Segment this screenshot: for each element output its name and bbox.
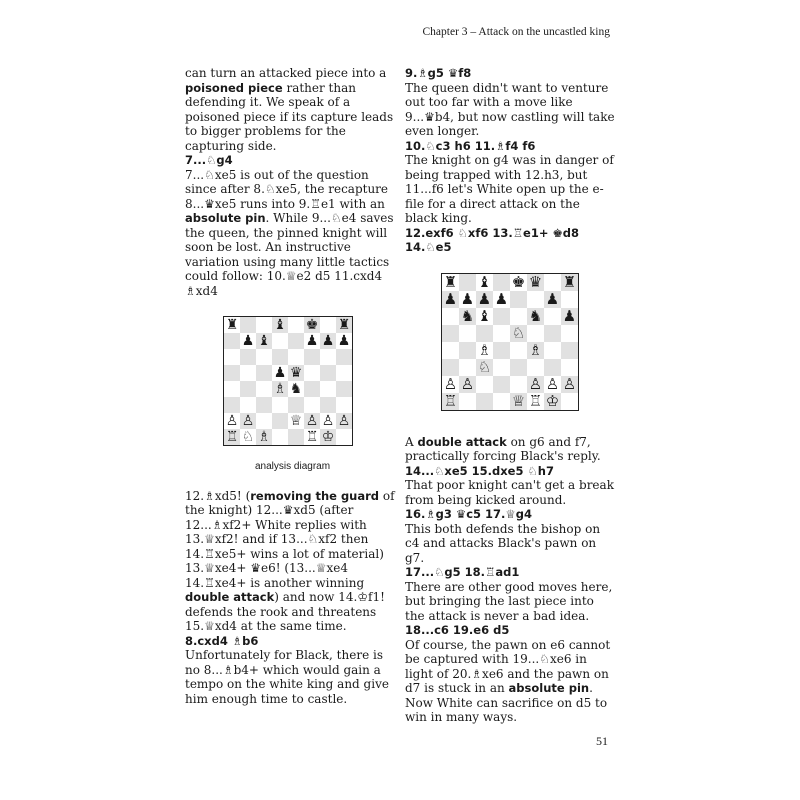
board-square [336,349,352,365]
board-square [561,291,578,308]
board-square [544,359,561,376]
board-square [224,349,240,365]
board-square [272,349,288,365]
board-square [442,308,459,325]
board-square [544,274,561,291]
board-square [493,342,510,359]
main-diagram [405,273,615,411]
board-square [256,381,272,397]
chess-piece-icon: ♟ [337,333,351,349]
chess-piece-icon: ♖ [443,391,458,410]
board-square [459,393,476,410]
chess-piece-icon: ♙ [225,413,239,429]
move-line: 16.♗g3 ♛c5 17.♕g4 [405,507,532,521]
chess-piece-icon: ♚ [511,272,526,291]
chapter-header: Chapter 3 – Attack on the uncastled king [422,26,610,38]
chess-piece-icon: ♗ [257,429,271,445]
board-square [442,359,459,376]
move-line: 10.♘c3 h6 11.♗f4 f6 [405,138,536,153]
board-square [510,359,527,376]
board-square [224,333,240,349]
chess-piece-icon: ♖ [305,429,319,445]
board-square [288,349,304,365]
page-number: 51 [596,734,608,748]
move-line: 14...♘xe5 15.dxe5 ♘h7 [405,463,554,478]
board-square [527,359,544,376]
board-square [476,393,493,410]
board-square [240,397,256,413]
board-square [304,381,320,397]
board-square [510,308,527,325]
board-square [544,325,561,342]
board-square [240,317,256,333]
chess-piece-icon: ♛ [289,365,303,381]
board-square [527,325,544,342]
chess-piece-icon: ♙ [528,374,543,393]
board-square [493,359,510,376]
chess-piece-icon: ♟ [443,289,458,308]
board-square [288,397,304,413]
chess-piece-icon: ♛ [528,272,543,291]
move-line: 18...c6 19.e6 d5 [405,623,510,637]
move-line: 17...♘g5 18.♖ad1 [405,565,520,579]
chess-piece-icon: ♝ [273,317,287,333]
chess-board [223,316,353,446]
chess-piece-icon: ♚ [305,317,319,333]
paragraph: 12.♗xd5! (removing the guard of the knight) 12...♛xd5 (after 12...♗xf2+ White replies with 13.♕xf2! and if 13...♘xf2 then 14.♖xe5+ wins a lot of material) 13.♕xe4+ ♛e6! (13...♕xe4 14.♖xe4+ is another winning double attack) and now 14.♔f1! defends the rook and threatens 15.♕xd4 at the same time. [185,488,395,633]
chess-piece-icon: ♜ [225,317,239,333]
move-line: 8.cxd4 ♗b6 [185,633,259,648]
chess-piece-icon: ♞ [528,306,543,325]
chess-piece-icon: ♘ [241,429,255,445]
board-square [510,376,527,393]
board-square [256,397,272,413]
board-square [272,413,288,429]
paragraph: Of course, the pawn on e6 cannot be captured with 19...♘xe6 in light of 20.♗xe6 and the pawn on d7 is stuck in an absolute pin. [405,637,611,695]
board-square [493,325,510,342]
paragraph: Now White can sacrifice on d5 to win in many ways. [405,695,608,724]
board-square [561,342,578,359]
paragraph: A double attack on g6 and f7, practically forcing Black's reply. [405,434,601,463]
paragraph: The knight on g4 was in danger of being trapped with 12.h3, but 11...f6 let's White open up the e-file for a direct attack on the black king. [405,153,614,225]
chess-piece-icon: ♖ [225,429,239,445]
board-square [544,308,561,325]
paragraph: can turn an attacked piece into a poisoned piece rather than defending it. We speak of a poisoned piece if its capture leads to bigger problems for the capturing side. [185,66,394,153]
board-square [288,429,304,445]
board-square [304,397,320,413]
chess-piece-icon: ♙ [241,413,255,429]
chess-board [441,273,579,411]
chess-piece-icon: ♟ [460,289,475,308]
board-square [336,429,352,445]
chess-piece-icon: ♙ [562,374,577,393]
chess-piece-icon: ♔ [321,429,335,445]
board-square [272,429,288,445]
paragraph: 7...♘xe5 is out of the question since after 8.♘xe5, the recapture 8...♛xe5 runs into 9.♖e1 with an absolute pin. While 9...♘e4 saves the queen, the pinned knight will soon be lost. An instructive variation using many little tactics could follow: 10.♕e2 d5 11.cxd4 ♗xd4 [185,167,394,298]
board-square [288,317,304,333]
paragraph: This both defends the bishop on c4 and attacks Black's pawn on g7. [405,521,601,565]
chess-piece-icon: ♙ [305,413,319,429]
paragraph: There are other good moves here, but bringing the last piece into the attack is never a bad idea. [405,579,613,623]
board-square [240,381,256,397]
analysis-diagram [185,316,395,446]
board-square [256,365,272,381]
board-square [304,349,320,365]
diagram-caption: analysis diagram [255,461,331,472]
board-square [459,325,476,342]
board-square [561,393,578,410]
move-line: 9.♗g5 ♛f8 [405,66,472,80]
chess-piece-icon: ♖ [528,391,543,410]
board-square [304,365,320,381]
board-square [256,413,272,429]
board-square [256,317,272,333]
board-square [459,359,476,376]
paragraph: The queen didn't want to venture out too far with a move like 9...♛b4, but now castling will take even longer. [405,80,615,138]
board-square [510,342,527,359]
board-square [320,365,336,381]
board-square [561,325,578,342]
chess-piece-icon: ♕ [289,413,303,429]
chess-piece-icon: ♙ [321,413,335,429]
chess-piece-icon: ♟ [477,289,492,308]
chess-piece-icon: ♟ [241,333,255,349]
paragraph: That poor knight can't get a break from being kicked around. [405,478,614,507]
chess-piece-icon: ♔ [545,391,560,410]
board-square [336,381,352,397]
board-square [442,325,459,342]
chess-piece-icon: ♟ [273,365,287,381]
right-column [405,66,615,725]
chess-piece-icon: ♗ [528,340,543,359]
chess-piece-icon: ♟ [562,306,577,325]
left-column [185,66,395,706]
chess-piece-icon: ♜ [337,317,351,333]
board-square [442,342,459,359]
chess-piece-icon: ♙ [460,374,475,393]
board-square [493,376,510,393]
board-square [320,381,336,397]
board-square [240,349,256,365]
board-square [224,365,240,381]
board-square [476,325,493,342]
chess-piece-icon: ♟ [321,333,335,349]
board-square [459,274,476,291]
chess-piece-icon: ♟ [305,333,319,349]
board-square [476,376,493,393]
board-square [336,397,352,413]
board-square [272,333,288,349]
chess-piece-icon: ♝ [477,272,492,291]
board-square [320,397,336,413]
board-square [320,349,336,365]
board-square [544,342,561,359]
chess-piece-icon: ♝ [257,333,271,349]
chess-piece-icon: ♞ [289,381,303,397]
board-square [493,274,510,291]
board-square [336,365,352,381]
board-square [224,397,240,413]
board-square [510,291,527,308]
chess-piece-icon: ♘ [477,357,492,376]
chess-piece-icon: ♙ [443,374,458,393]
board-square [459,342,476,359]
chess-piece-icon: ♜ [443,272,458,291]
board-square [272,397,288,413]
board-square [320,317,336,333]
chess-piece-icon: ♜ [562,272,577,291]
board-square [493,393,510,410]
board-square [240,365,256,381]
chess-piece-icon: ♙ [337,413,351,429]
chess-piece-icon: ♕ [511,391,526,410]
chess-piece-icon: ♞ [460,306,475,325]
chess-piece-icon: ♘ [511,323,526,342]
chess-piece-icon: ♙ [545,374,560,393]
paragraph: Unfortunately for Black, there is no 8...♗b4+ which would gain a tempo on the white king and give him enough time to castle. [185,648,389,706]
board-square [288,333,304,349]
board-square [224,381,240,397]
chess-piece-icon: ♟ [494,289,509,308]
board-square [561,359,578,376]
move-line: 7...♘g4 [185,153,233,167]
move-line: 12.exf6 ♘xf6 13.♖e1+ ♚d8 14.♘e5 [405,225,579,254]
board-square [493,308,510,325]
board-square [527,291,544,308]
chess-piece-icon: ♝ [477,306,492,325]
board-square [256,349,272,365]
chess-piece-icon: ♗ [273,381,287,397]
chess-piece-icon: ♟ [545,289,560,308]
chess-piece-icon: ♗ [477,340,492,359]
